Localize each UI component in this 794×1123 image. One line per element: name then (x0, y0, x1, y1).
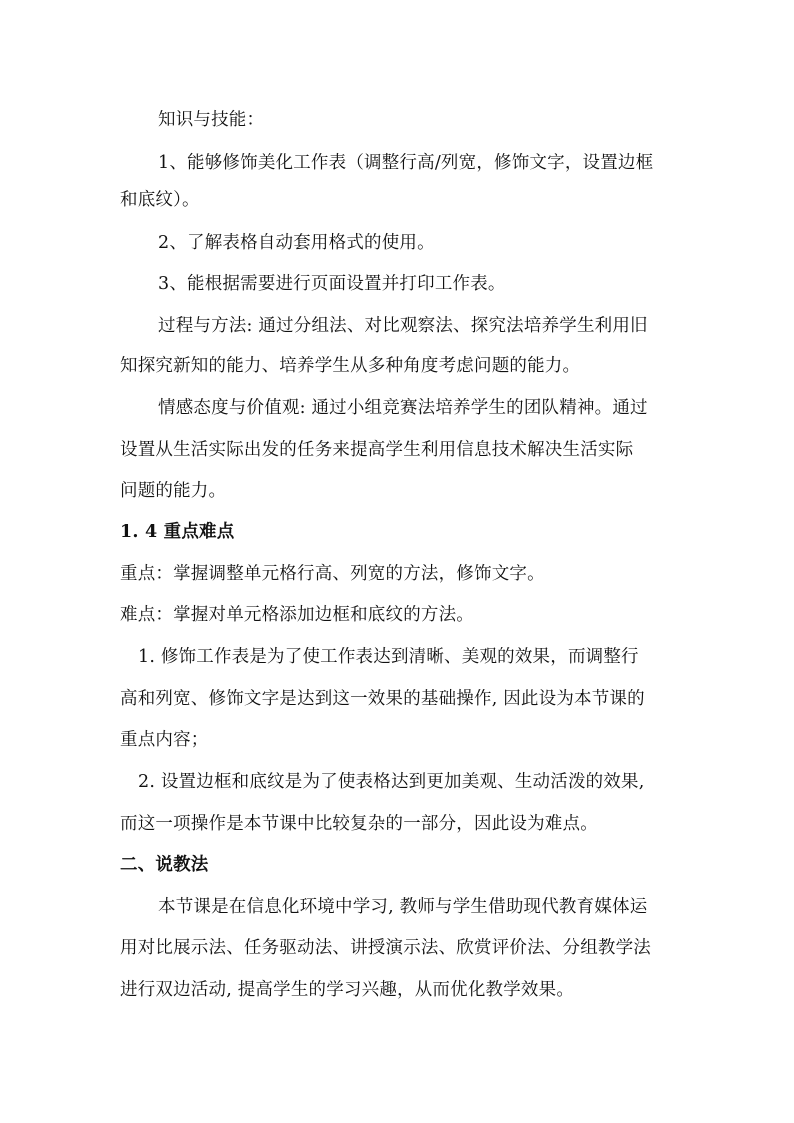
paragraph-line: 3、能根据需要进行页面设置并打印工作表。 (158, 274, 506, 294)
list-item: 2. 设置边框和底纹是为了使表格达到更加美观、生动活泼的效果, (138, 772, 645, 792)
paragraph-line: 本节课是在信息化环境中学习, 教师与学生借助现代教育媒体运 (158, 897, 648, 917)
section-heading-key-points: 1. 4 重点难点 (120, 522, 235, 542)
paragraph-line: 和底纹）。 (120, 190, 200, 210)
paragraph-line: 难点：掌握对单元格添加边框和底纹的方法。 (120, 605, 474, 625)
paragraph-line: 过程与方法: 通过分组法、对比观察法、探究法培养学生利用旧 (158, 316, 648, 336)
paragraph-line: 1、能够修饰美化工作表（调整行高/列宽，修饰文字，设置边框 (158, 153, 654, 173)
list-item: 1. 修饰工作表是为了使工作表达到清晰、美观的效果，而调整行 (138, 647, 639, 667)
paragraph-line: 情感态度与价值观: 通过小组竞赛法培养学生的团队精神。通过 (158, 398, 648, 418)
paragraph-line: 用对比展示法、任务驱动法、讲授演示法、欣赏评价法、分组教学法 (120, 938, 651, 958)
paragraph-line: 重点内容； (120, 730, 209, 750)
heading-knowledge-skills: 知识与技能： (158, 110, 265, 130)
paragraph-line: 高和列宽、修饰文字是达到这一效果的基础操作, 因此设为本节课的 (120, 689, 645, 709)
paragraph-line: 知探究新知的能力、培养学生从多种角度考虑问题的能力。 (120, 356, 581, 376)
paragraph-line: 重点：掌握调整单元格行高、列宽的方法，修饰文字。 (120, 564, 545, 584)
paragraph-line: 进行双边活动, 提高学生的学习兴趣，从而优化教学效果。 (120, 980, 575, 1000)
paragraph-line: 问题的能力。 (120, 481, 227, 501)
paragraph-line: 2、了解表格自动套用格式的使用。 (158, 233, 435, 253)
paragraph-line: 而这一项操作是本节课中比较复杂的一部分，因此设为难点。 (120, 814, 598, 834)
paragraph-line: 设置从生活实际出发的任务来提高学生利用信息技术解决生活实际 (120, 440, 634, 460)
section-heading-teaching-methods: 二、说教法 (120, 855, 209, 875)
